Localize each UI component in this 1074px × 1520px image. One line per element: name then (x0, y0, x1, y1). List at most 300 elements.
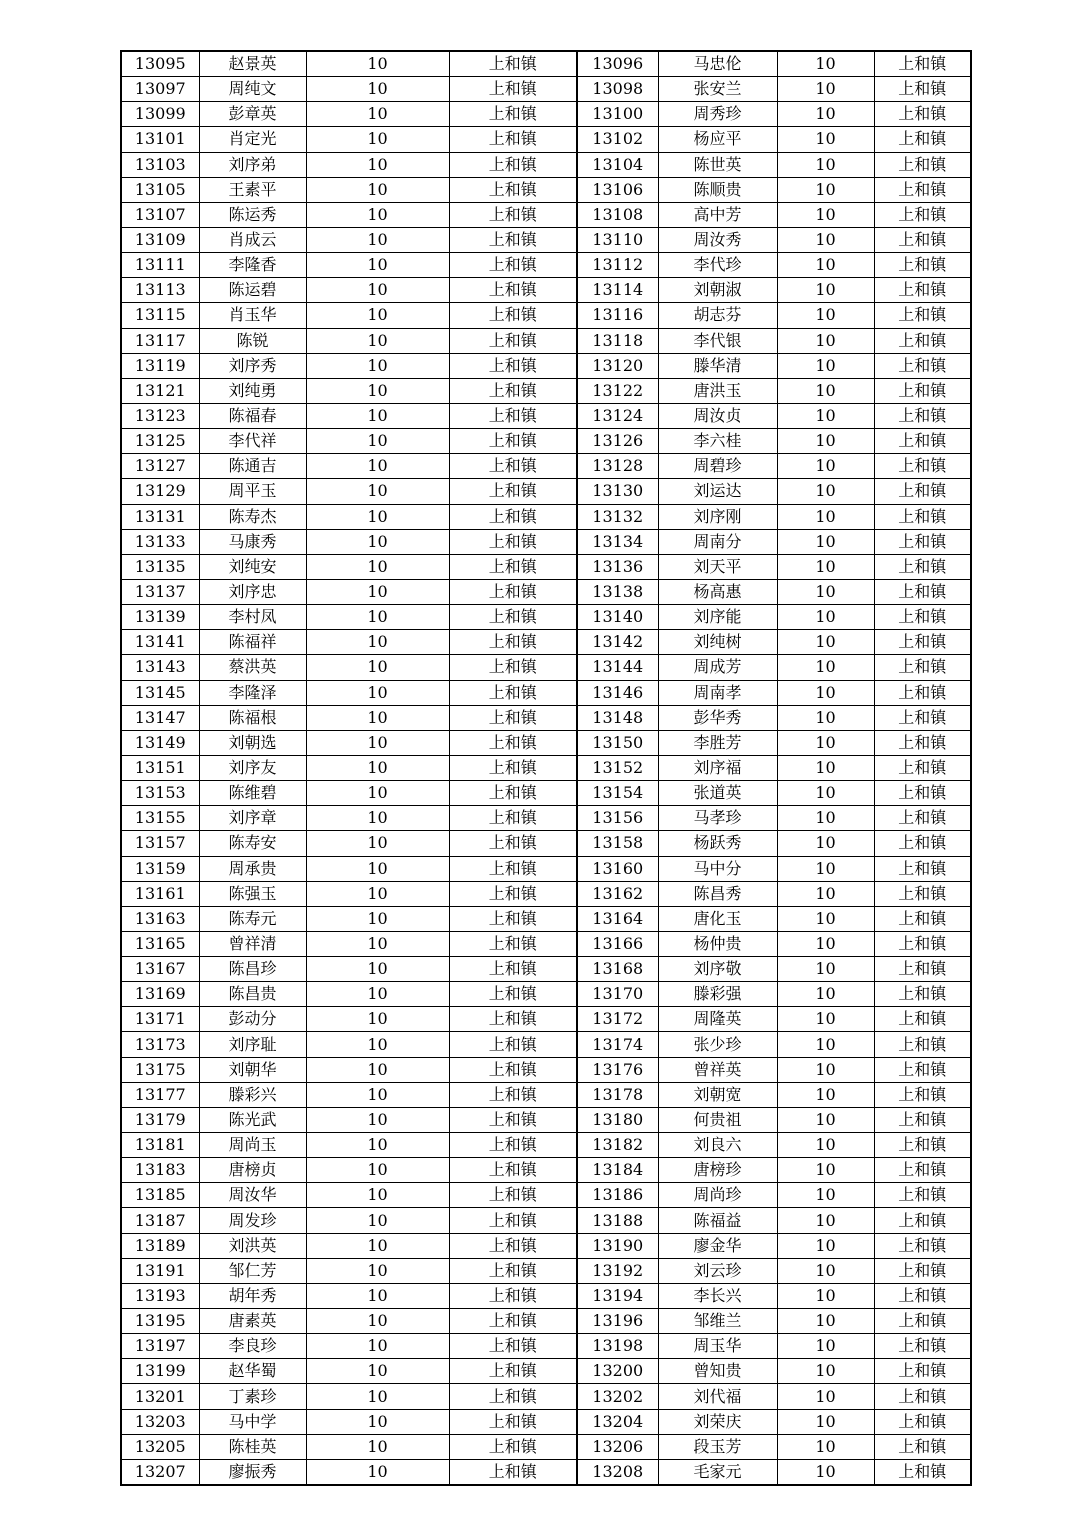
id-cell: 13098 (577, 77, 658, 102)
amount-cell: 10 (777, 730, 874, 755)
name-cell: 周碧珍 (658, 454, 777, 479)
name-cell: 杨跃秀 (658, 831, 777, 856)
id-cell: 13180 (577, 1107, 658, 1132)
id-cell: 13100 (577, 102, 658, 127)
name-cell: 刘运达 (658, 479, 777, 504)
amount-cell: 10 (777, 579, 874, 604)
id-cell: 13203 (121, 1409, 199, 1434)
amount-cell: 10 (306, 1082, 449, 1107)
name-cell: 陈锐 (199, 328, 306, 353)
amount-cell: 10 (777, 479, 874, 504)
town-cell: 上和镇 (449, 1057, 577, 1082)
name-cell: 何贵祖 (658, 1107, 777, 1132)
town-cell: 上和镇 (449, 51, 577, 77)
town-cell: 上和镇 (874, 1158, 971, 1183)
name-cell: 刘序弟 (199, 152, 306, 177)
name-cell: 刘云珍 (658, 1258, 777, 1283)
id-cell: 13164 (577, 906, 658, 931)
table-row (121, 982, 971, 1007)
name-cell: 周秀珍 (658, 102, 777, 127)
town-cell: 上和镇 (874, 680, 971, 705)
id-cell: 13190 (577, 1233, 658, 1258)
name-cell: 赵景英 (199, 51, 306, 77)
amount-cell: 10 (777, 554, 874, 579)
table-row (121, 1183, 971, 1208)
name-cell: 陈光武 (199, 1107, 306, 1132)
amount-cell: 10 (306, 1107, 449, 1132)
amount-cell: 10 (777, 278, 874, 303)
town-cell: 上和镇 (874, 1359, 971, 1384)
town-cell: 上和镇 (449, 705, 577, 730)
id-cell: 13159 (121, 856, 199, 881)
roster-table (120, 50, 972, 1486)
name-cell: 杨仲贵 (658, 931, 777, 956)
town-cell: 上和镇 (449, 1183, 577, 1208)
id-cell: 13106 (577, 177, 658, 202)
town-cell: 上和镇 (874, 529, 971, 554)
id-cell: 13157 (121, 831, 199, 856)
name-cell: 周南孝 (658, 680, 777, 705)
id-cell: 13140 (577, 605, 658, 630)
town-cell: 上和镇 (874, 982, 971, 1007)
town-cell: 上和镇 (874, 253, 971, 278)
amount-cell: 10 (777, 504, 874, 529)
town-cell: 上和镇 (449, 278, 577, 303)
table-row (121, 127, 971, 152)
town-cell: 上和镇 (449, 227, 577, 252)
name-cell: 赵华蜀 (199, 1359, 306, 1384)
town-cell: 上和镇 (874, 755, 971, 780)
amount-cell: 10 (777, 781, 874, 806)
name-cell: 陈昌秀 (658, 881, 777, 906)
name-cell: 刘序刚 (658, 504, 777, 529)
id-cell: 13113 (121, 278, 199, 303)
town-cell: 上和镇 (449, 1082, 577, 1107)
town-cell: 上和镇 (449, 1233, 577, 1258)
town-cell: 上和镇 (874, 303, 971, 328)
amount-cell: 10 (306, 831, 449, 856)
amount-cell: 10 (777, 303, 874, 328)
town-cell: 上和镇 (449, 554, 577, 579)
town-cell: 上和镇 (874, 504, 971, 529)
name-cell: 周尚玉 (199, 1133, 306, 1158)
town-cell: 上和镇 (449, 1133, 577, 1158)
id-cell: 13123 (121, 403, 199, 428)
name-cell: 刘荣庆 (658, 1409, 777, 1434)
name-cell: 肖定光 (199, 127, 306, 152)
name-cell: 刘代福 (658, 1384, 777, 1409)
table-row (121, 504, 971, 529)
id-cell: 13104 (577, 152, 658, 177)
amount-cell: 10 (306, 454, 449, 479)
town-cell: 上和镇 (449, 730, 577, 755)
amount-cell: 10 (306, 479, 449, 504)
town-cell: 上和镇 (874, 127, 971, 152)
town-cell: 上和镇 (449, 454, 577, 479)
amount-cell: 10 (306, 1057, 449, 1082)
amount-cell: 10 (777, 605, 874, 630)
amount-cell: 10 (306, 806, 449, 831)
town-cell: 上和镇 (449, 152, 577, 177)
town-cell: 上和镇 (874, 831, 971, 856)
town-cell: 上和镇 (449, 127, 577, 152)
amount-cell: 10 (306, 906, 449, 931)
town-cell: 上和镇 (874, 1459, 971, 1485)
amount-cell: 10 (306, 429, 449, 454)
town-cell: 上和镇 (449, 429, 577, 454)
town-cell: 上和镇 (449, 806, 577, 831)
id-cell: 13161 (121, 881, 199, 906)
name-cell: 刘序秀 (199, 353, 306, 378)
town-cell: 上和镇 (449, 1434, 577, 1459)
table-row (121, 529, 971, 554)
amount-cell: 10 (306, 1334, 449, 1359)
name-cell: 王素平 (199, 177, 306, 202)
table-row (121, 479, 971, 504)
name-cell: 高中芳 (658, 202, 777, 227)
name-cell: 彭华秀 (658, 705, 777, 730)
id-cell: 13147 (121, 705, 199, 730)
town-cell: 上和镇 (874, 1283, 971, 1308)
id-cell: 13129 (121, 479, 199, 504)
id-cell: 13167 (121, 957, 199, 982)
amount-cell: 10 (777, 1233, 874, 1258)
town-cell: 上和镇 (874, 454, 971, 479)
id-cell: 13133 (121, 529, 199, 554)
table-row (121, 1384, 971, 1409)
amount-cell: 10 (306, 1384, 449, 1409)
town-cell: 上和镇 (449, 1359, 577, 1384)
town-cell: 上和镇 (449, 253, 577, 278)
town-cell: 上和镇 (449, 906, 577, 931)
name-cell: 刘序章 (199, 806, 306, 831)
id-cell: 13178 (577, 1082, 658, 1107)
town-cell: 上和镇 (874, 202, 971, 227)
town-cell: 上和镇 (449, 77, 577, 102)
table-row (121, 579, 971, 604)
name-cell: 周南分 (658, 529, 777, 554)
id-cell: 13160 (577, 856, 658, 881)
id-cell: 13125 (121, 429, 199, 454)
amount-cell: 10 (777, 705, 874, 730)
name-cell: 李代珍 (658, 253, 777, 278)
amount-cell: 10 (777, 881, 874, 906)
table-row (121, 1409, 971, 1434)
table-row (121, 755, 971, 780)
town-cell: 上和镇 (449, 1007, 577, 1032)
town-cell: 上和镇 (874, 353, 971, 378)
name-cell: 毛家元 (658, 1459, 777, 1485)
id-cell: 13149 (121, 730, 199, 755)
amount-cell: 10 (777, 806, 874, 831)
name-cell: 周尚珍 (658, 1183, 777, 1208)
id-cell: 13112 (577, 253, 658, 278)
name-cell: 刘天平 (658, 554, 777, 579)
town-cell: 上和镇 (449, 680, 577, 705)
name-cell: 李长兴 (658, 1283, 777, 1308)
id-cell: 13184 (577, 1158, 658, 1183)
id-cell: 13109 (121, 227, 199, 252)
name-cell: 刘良六 (658, 1133, 777, 1158)
town-cell: 上和镇 (874, 479, 971, 504)
roster-body (121, 51, 971, 1485)
name-cell: 陈桂英 (199, 1434, 306, 1459)
id-cell: 13165 (121, 931, 199, 956)
amount-cell: 10 (777, 378, 874, 403)
town-cell: 上和镇 (449, 781, 577, 806)
name-cell: 曾祥清 (199, 931, 306, 956)
amount-cell: 10 (306, 278, 449, 303)
id-cell: 13151 (121, 755, 199, 780)
amount-cell: 10 (777, 906, 874, 931)
name-cell: 陈顺贵 (658, 177, 777, 202)
name-cell: 周玉华 (658, 1334, 777, 1359)
id-cell: 13181 (121, 1133, 199, 1158)
name-cell: 刘序友 (199, 755, 306, 780)
id-cell: 13097 (121, 77, 199, 102)
town-cell: 上和镇 (874, 630, 971, 655)
name-cell: 唐榜珍 (658, 1158, 777, 1183)
name-cell: 刘朝宽 (658, 1082, 777, 1107)
id-cell: 13173 (121, 1032, 199, 1057)
name-cell: 李良珍 (199, 1334, 306, 1359)
id-cell: 13110 (577, 227, 658, 252)
amount-cell: 10 (306, 227, 449, 252)
table-row (121, 730, 971, 755)
name-cell: 陈福祥 (199, 630, 306, 655)
table-row (121, 102, 971, 127)
id-cell: 13096 (577, 51, 658, 77)
town-cell: 上和镇 (874, 906, 971, 931)
name-cell: 陈寿安 (199, 831, 306, 856)
amount-cell: 10 (306, 1258, 449, 1283)
table-row (121, 177, 971, 202)
table-row (121, 1057, 971, 1082)
amount-cell: 10 (777, 680, 874, 705)
id-cell: 13154 (577, 781, 658, 806)
town-cell: 上和镇 (874, 705, 971, 730)
amount-cell: 10 (777, 1082, 874, 1107)
name-cell: 胡志芬 (658, 303, 777, 328)
id-cell: 13137 (121, 579, 199, 604)
amount-cell: 10 (777, 202, 874, 227)
amount-cell: 10 (306, 353, 449, 378)
amount-cell: 10 (306, 730, 449, 755)
id-cell: 13145 (121, 680, 199, 705)
amount-cell: 10 (306, 554, 449, 579)
town-cell: 上和镇 (874, 1208, 971, 1233)
town-cell: 上和镇 (449, 957, 577, 982)
table-row (121, 655, 971, 680)
name-cell: 陈福益 (658, 1208, 777, 1233)
name-cell: 周发珍 (199, 1208, 306, 1233)
id-cell: 13201 (121, 1384, 199, 1409)
amount-cell: 10 (306, 655, 449, 680)
name-cell: 刘序能 (658, 605, 777, 630)
id-cell: 13163 (121, 906, 199, 931)
name-cell: 彭动分 (199, 1007, 306, 1032)
table-row (121, 1459, 971, 1485)
town-cell: 上和镇 (449, 328, 577, 353)
name-cell: 唐化玉 (658, 906, 777, 931)
id-cell: 13206 (577, 1434, 658, 1459)
id-cell: 13192 (577, 1258, 658, 1283)
town-cell: 上和镇 (874, 1409, 971, 1434)
id-cell: 13171 (121, 1007, 199, 1032)
town-cell: 上和镇 (449, 831, 577, 856)
town-cell: 上和镇 (874, 328, 971, 353)
id-cell: 13122 (577, 378, 658, 403)
amount-cell: 10 (306, 680, 449, 705)
name-cell: 肖玉华 (199, 303, 306, 328)
town-cell: 上和镇 (874, 881, 971, 906)
name-cell: 周纯文 (199, 77, 306, 102)
name-cell: 马康秀 (199, 529, 306, 554)
name-cell: 陈运秀 (199, 202, 306, 227)
town-cell: 上和镇 (874, 856, 971, 881)
id-cell: 13105 (121, 177, 199, 202)
table-row (121, 1007, 971, 1032)
id-cell: 13117 (121, 328, 199, 353)
id-cell: 13102 (577, 127, 658, 152)
table-row (121, 1082, 971, 1107)
amount-cell: 10 (777, 1459, 874, 1485)
amount-cell: 10 (777, 353, 874, 378)
id-cell: 13127 (121, 454, 199, 479)
name-cell: 李隆香 (199, 253, 306, 278)
name-cell: 曾知贵 (658, 1359, 777, 1384)
amount-cell: 10 (777, 1409, 874, 1434)
table-row (121, 353, 971, 378)
table-row (121, 1434, 971, 1459)
town-cell: 上和镇 (449, 202, 577, 227)
town-cell: 上和镇 (449, 529, 577, 554)
id-cell: 13156 (577, 806, 658, 831)
id-cell: 13135 (121, 554, 199, 579)
amount-cell: 10 (777, 529, 874, 554)
name-cell: 陈维碧 (199, 781, 306, 806)
amount-cell: 10 (306, 177, 449, 202)
id-cell: 13146 (577, 680, 658, 705)
amount-cell: 10 (306, 1233, 449, 1258)
name-cell: 邹仁芳 (199, 1258, 306, 1283)
table-row (121, 1359, 971, 1384)
amount-cell: 10 (306, 1409, 449, 1434)
town-cell: 上和镇 (449, 630, 577, 655)
name-cell: 杨应平 (658, 127, 777, 152)
id-cell: 13141 (121, 630, 199, 655)
town-cell: 上和镇 (449, 931, 577, 956)
amount-cell: 10 (306, 982, 449, 1007)
name-cell: 刘纯安 (199, 554, 306, 579)
table-row (121, 680, 971, 705)
amount-cell: 10 (777, 1258, 874, 1283)
id-cell: 13185 (121, 1183, 199, 1208)
table-row (121, 931, 971, 956)
table-row (121, 278, 971, 303)
table-row (121, 831, 971, 856)
amount-cell: 10 (306, 1208, 449, 1233)
town-cell: 上和镇 (449, 881, 577, 906)
table-row (121, 1309, 971, 1334)
name-cell: 马孝珍 (658, 806, 777, 831)
town-cell: 上和镇 (874, 1334, 971, 1359)
table-row (121, 957, 971, 982)
name-cell: 张安兰 (658, 77, 777, 102)
id-cell: 13144 (577, 655, 658, 680)
name-cell: 马中分 (658, 856, 777, 881)
id-cell: 13103 (121, 152, 199, 177)
name-cell: 周汝秀 (658, 227, 777, 252)
town-cell: 上和镇 (874, 1233, 971, 1258)
name-cell: 滕华清 (658, 353, 777, 378)
id-cell: 13200 (577, 1359, 658, 1384)
name-cell: 彭章英 (199, 102, 306, 127)
name-cell: 刘朝淑 (658, 278, 777, 303)
amount-cell: 10 (777, 152, 874, 177)
town-cell: 上和镇 (449, 1309, 577, 1334)
town-cell: 上和镇 (874, 730, 971, 755)
town-cell: 上和镇 (874, 51, 971, 77)
id-cell: 13191 (121, 1258, 199, 1283)
id-cell: 13175 (121, 1057, 199, 1082)
id-cell: 13202 (577, 1384, 658, 1409)
id-cell: 13174 (577, 1032, 658, 1057)
name-cell: 李村凤 (199, 605, 306, 630)
amount-cell: 10 (306, 755, 449, 780)
town-cell: 上和镇 (874, 605, 971, 630)
table-row (121, 378, 971, 403)
amount-cell: 10 (306, 1434, 449, 1459)
town-cell: 上和镇 (874, 1309, 971, 1334)
amount-cell: 10 (777, 1158, 874, 1183)
table-row (121, 429, 971, 454)
amount-cell: 10 (777, 630, 874, 655)
id-cell: 13166 (577, 931, 658, 956)
amount-cell: 10 (777, 856, 874, 881)
town-cell: 上和镇 (449, 655, 577, 680)
id-cell: 13134 (577, 529, 658, 554)
name-cell: 刘朝华 (199, 1057, 306, 1082)
town-cell: 上和镇 (449, 1158, 577, 1183)
town-cell: 上和镇 (449, 504, 577, 529)
table-row (121, 202, 971, 227)
name-cell: 陈昌贵 (199, 982, 306, 1007)
id-cell: 13148 (577, 705, 658, 730)
id-cell: 13130 (577, 479, 658, 504)
name-cell: 丁素珍 (199, 1384, 306, 1409)
town-cell: 上和镇 (449, 1208, 577, 1233)
town-cell: 上和镇 (449, 177, 577, 202)
name-cell: 周平玉 (199, 479, 306, 504)
amount-cell: 10 (777, 931, 874, 956)
id-cell: 13119 (121, 353, 199, 378)
id-cell: 13101 (121, 127, 199, 152)
id-cell: 13120 (577, 353, 658, 378)
id-cell: 13208 (577, 1459, 658, 1485)
table-row (121, 328, 971, 353)
town-cell: 上和镇 (874, 278, 971, 303)
town-cell: 上和镇 (874, 227, 971, 252)
name-cell: 刘序福 (658, 755, 777, 780)
town-cell: 上和镇 (449, 378, 577, 403)
name-cell: 刘序忠 (199, 579, 306, 604)
name-cell: 刘洪英 (199, 1233, 306, 1258)
name-cell: 陈昌珍 (199, 957, 306, 982)
amount-cell: 10 (777, 1434, 874, 1459)
table-row (121, 227, 971, 252)
town-cell: 上和镇 (874, 781, 971, 806)
